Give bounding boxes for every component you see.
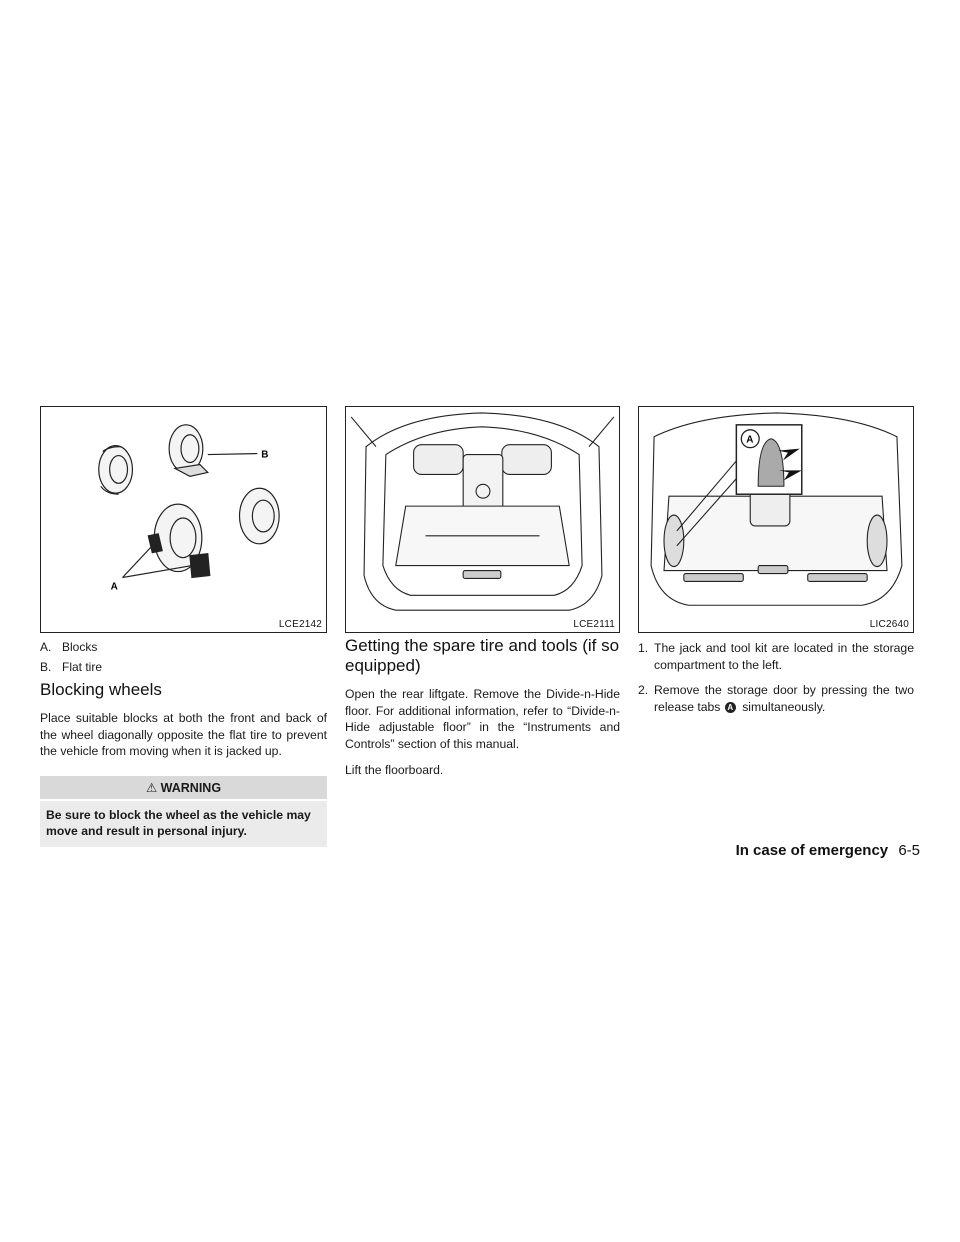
figure-label-a: A bbox=[746, 434, 754, 446]
legend-key: A. bbox=[40, 640, 52, 654]
legend-text: Blocks bbox=[62, 640, 98, 654]
figure-code: LCE2142 bbox=[278, 619, 322, 630]
cargo-area-illustration bbox=[346, 407, 619, 632]
body-paragraph: Place suitable blocks at both the front and back of the wheel diagonally opposite the flat tire to prevent the vehicle from moving when it is jacked up. bbox=[40, 711, 327, 758]
figure-code: LIC2640 bbox=[869, 619, 909, 630]
legend-key: B. bbox=[40, 660, 52, 674]
figure-label-a: A bbox=[110, 581, 118, 593]
list-item bbox=[638, 640, 914, 673]
legend-item bbox=[40, 640, 327, 654]
footer-section-title: In case of emergency bbox=[735, 842, 889, 859]
body-paragraph: Lift the floorboard. bbox=[345, 763, 444, 777]
body-paragraph: Open the rear liftgate. Remove the Divide-n-Hide floor. For additional information, refer to “Divide-n-Hide adjustable floor” in the “Instruments and Controls” section of this manual. bbox=[345, 687, 620, 751]
figure-label-b: B bbox=[261, 449, 269, 461]
legend-text: Flat tire bbox=[62, 660, 103, 674]
step-number: 1. bbox=[638, 641, 649, 655]
section-heading: Blocking wheels bbox=[40, 680, 162, 699]
figure-blocking-wheels bbox=[40, 406, 327, 633]
middle-column bbox=[345, 630, 620, 789]
step-text: The jack and tool kit are located in the storage compartment to the left. bbox=[654, 641, 914, 672]
warning-body: Be sure to block the wheel as the vehicle may move and result in personal injury. bbox=[40, 801, 327, 847]
step-text-post: simultaneously. bbox=[742, 699, 826, 714]
warning-header bbox=[40, 776, 327, 799]
step-text bbox=[654, 682, 914, 715]
left-column bbox=[40, 640, 327, 847]
legend-item bbox=[40, 660, 327, 674]
footer-page-number: 6-5 bbox=[898, 842, 920, 859]
section-heading: Getting the spare tire and tools (if so equipped) bbox=[345, 636, 620, 675]
figure-cargo-area bbox=[345, 406, 620, 633]
step-text-pre: Remove the storage door by pressing the two release tabs bbox=[654, 683, 914, 714]
warning-title: WARNING bbox=[160, 780, 222, 795]
storage-compartment-illustration bbox=[639, 407, 913, 632]
list-item bbox=[638, 682, 914, 715]
page-footer bbox=[736, 842, 920, 859]
steps-list bbox=[638, 640, 914, 715]
warning-triangle-icon: ⚠ bbox=[145, 780, 158, 795]
figure-storage-compartment bbox=[638, 406, 914, 633]
figure-code: LCE2111 bbox=[573, 619, 615, 630]
step-number: 2. bbox=[638, 683, 649, 697]
right-column bbox=[638, 640, 914, 724]
blocking-wheels-illustration bbox=[41, 407, 326, 632]
callout-a-marker: A bbox=[725, 702, 736, 713]
